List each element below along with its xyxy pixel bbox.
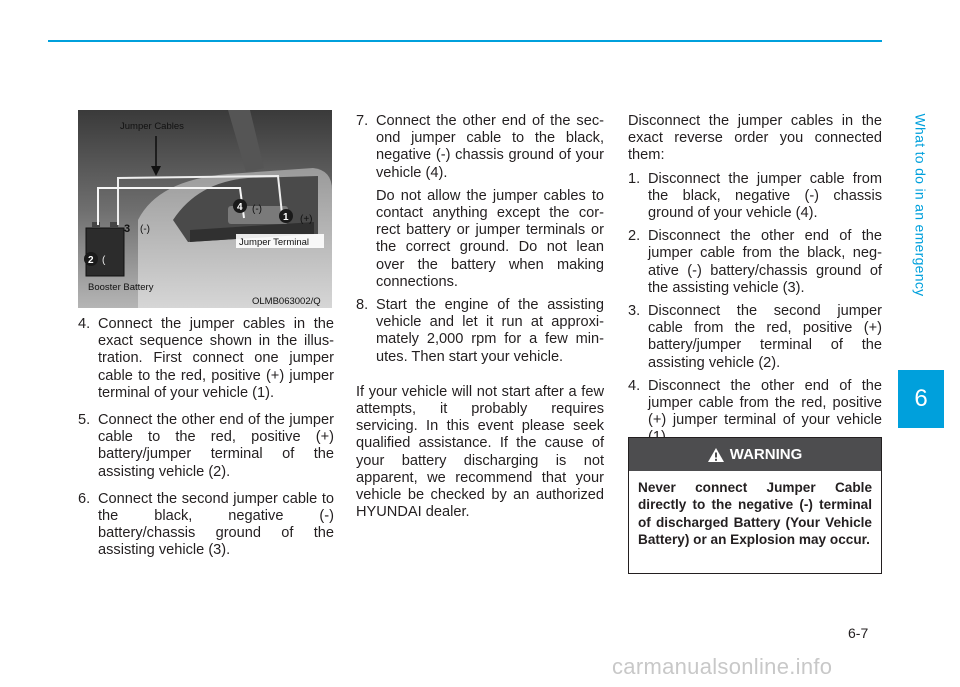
column-right xyxy=(628,113,882,447)
disconnect-intro: Disconnect the jumper cables in the exact reverse order you connected them: xyxy=(628,113,882,164)
label-jumper-terminal: Jumper Terminal xyxy=(239,237,310,248)
polarity-minus-booster: (-) xyxy=(140,224,150,235)
step-5: 5. Connect the other end of the jumper cable to the red, positive (+) battery/jumper terminal of the assisting vehicle (2). xyxy=(78,412,334,480)
chapter-number: 6 xyxy=(914,385,928,412)
disconnect-step-4: 4. Disconnect the other end of the jumper cable from the red, positive (+) jumper terminal of your vehicle xyxy=(628,377,882,429)
figure-code: OLMB063002/Q xyxy=(252,296,321,307)
step-7-note: Do not allow the jumper cables to contact anything except the cor- rect battery or jumper terminals or the correct ground. Do not lean over the battery when making connections. xyxy=(376,187,604,290)
warning-box xyxy=(628,437,882,574)
label-booster-battery: Booster Battery xyxy=(88,282,154,293)
callout-3: 3 xyxy=(124,223,131,235)
warning-triangle-icon xyxy=(708,448,724,462)
watermark: carmanualsonline.info xyxy=(612,654,833,679)
step-7: 7. Connect the other end of the sec- ond jumper cable to the black, negative (-) chassis ground of your vehicle (4). xyxy=(356,113,604,181)
booster-battery xyxy=(86,228,124,276)
disconnect-step-3: 3. Disconnect the second jumper cable from the red, positive (+) battery/jumper terminal of the assisting vehicle (2). xyxy=(628,303,882,371)
step-6: 6. Connect the second jumper cable to the black, negative (-) battery/chassis ground of the assisting vehicle (3). xyxy=(78,490,334,559)
page-number: 6-7 xyxy=(848,625,869,641)
svg-text:1: 1 xyxy=(283,212,289,223)
svg-text:2: 2 xyxy=(88,255,94,266)
warning-header xyxy=(629,438,881,471)
disconnect-step-2: 2. Disconnect the other end of the jumper cable from the black, neg- ative (-) battery/chassis ground of the assisting vehicle (3). xyxy=(628,228,882,296)
chapter-tab[interactable] xyxy=(898,370,944,428)
warning-title: WARNING xyxy=(729,446,803,463)
header-rule xyxy=(48,40,882,42)
polarity-partial: ( xyxy=(102,255,106,266)
step-4: 4. Connect the jumper cables in the exact sequence shown in the illus- tration. First connect one jumper cable to the red, positive (+) jumper terminal of your vehicle (1). xyxy=(78,316,334,401)
disconnect-step-1: 1. Disconnect the jumper cable from the black, negative (-) chassis ground of your vehicle (4). xyxy=(628,170,882,222)
polarity-plus: (+) xyxy=(300,214,313,225)
column-middle xyxy=(356,113,604,521)
illustration-svg xyxy=(78,110,332,308)
warning-text: Never connect Jumper Cable directly to the negative (-) terminal of discharged Battery (Your Vehicle Battery) or an Explosion may occur. xyxy=(638,480,872,547)
label-jumper-cables: Jumper Cables xyxy=(120,121,184,132)
column-left xyxy=(78,316,334,560)
polarity-minus-vehicle: (-) xyxy=(252,204,262,215)
jumper-cable-illustration xyxy=(78,110,332,308)
step-8: 8. Start the engine of the assisting vehicle and let it run at approxi- mately 2,000 rpm for a few min- utes. Then start your vehicle. xyxy=(356,297,604,365)
section-title: What to do in an emergency xyxy=(912,113,928,297)
svg-text:4: 4 xyxy=(237,202,243,213)
paragraph-no-start: If your vehicle will not start after a few attempts, it probably requires servicing. In this event please seek qualified assistance. If the cause of your battery discharging is not apparent, we recommend that your vehicle be checked by an authorized HYUNDAI dealer. xyxy=(356,383,604,521)
